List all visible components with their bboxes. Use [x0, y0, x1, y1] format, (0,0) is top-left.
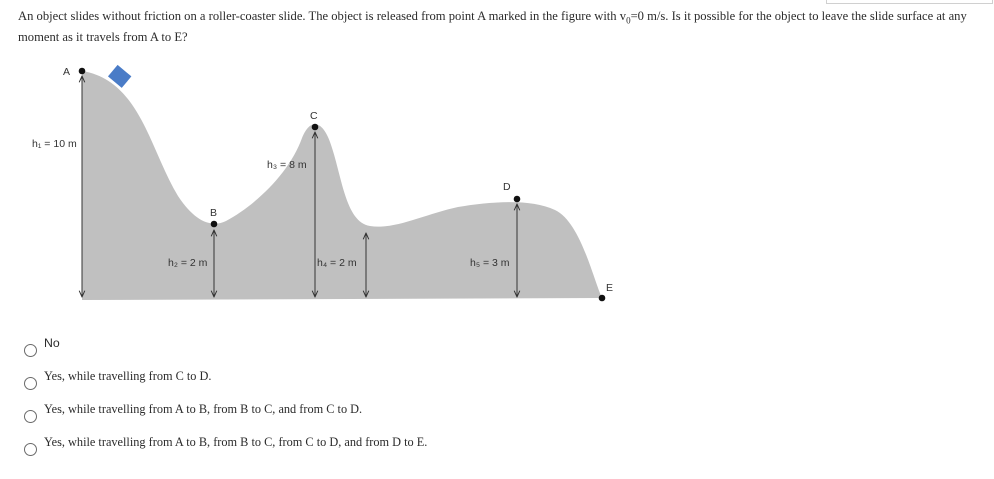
point-b-label: B — [210, 207, 218, 219]
radio-c-to-d[interactable] — [24, 377, 37, 390]
h2-label: h₂ = 2 m — [168, 257, 208, 269]
question-text — [18, 8, 984, 45]
choice-c-to-d-label: Yes, while travelling from C to D. — [44, 369, 212, 383]
h3-label: h₃ = 8 m — [267, 159, 307, 171]
radio-ab-bc-cd[interactable] — [24, 410, 37, 423]
point-c-dot — [312, 124, 319, 131]
point-a-label: A — [63, 66, 71, 78]
choice-ab-bc-cd[interactable] — [24, 402, 924, 424]
radio-no[interactable] — [24, 344, 37, 357]
choice-no-label: No — [44, 336, 60, 350]
h5-label: h₅ = 3 m — [470, 257, 510, 269]
roller-coaster-figure — [0, 55, 640, 315]
h1-label: h₁ = 10 m — [32, 138, 77, 150]
question-part-1: An object slides without friction on a roller-coaster slide. The object is released from point A marked in the figure with v — [18, 9, 627, 23]
question-part-2: =0 m/s. Is it possible for the object to leave the slide surface at any moment as it travels from A to E? — [18, 9, 967, 44]
choice-all-segments[interactable] — [24, 435, 924, 457]
point-c-label: C — [310, 110, 318, 122]
question-subscript: 0 — [626, 15, 631, 26]
radio-all-segments[interactable] — [24, 443, 37, 456]
point-b-dot — [211, 221, 218, 228]
point-e-label: E — [606, 282, 614, 294]
choice-c-to-d[interactable] — [24, 369, 924, 391]
choice-no[interactable] — [24, 336, 924, 358]
point-d-label: D — [503, 181, 511, 193]
choice-all-segments-label: Yes, while travelling from A to B, from B to C, from C to D, and from D to E. — [44, 435, 428, 449]
point-d-dot — [514, 196, 521, 203]
choice-ab-bc-cd-label: Yes, while travelling from A to B, from B to C, and from C to D. — [44, 402, 363, 416]
point-e-dot — [599, 295, 606, 302]
h4-label: h₄ = 2 m — [317, 257, 357, 269]
top-corner-box — [826, 0, 993, 4]
point-a-dot — [79, 68, 86, 75]
